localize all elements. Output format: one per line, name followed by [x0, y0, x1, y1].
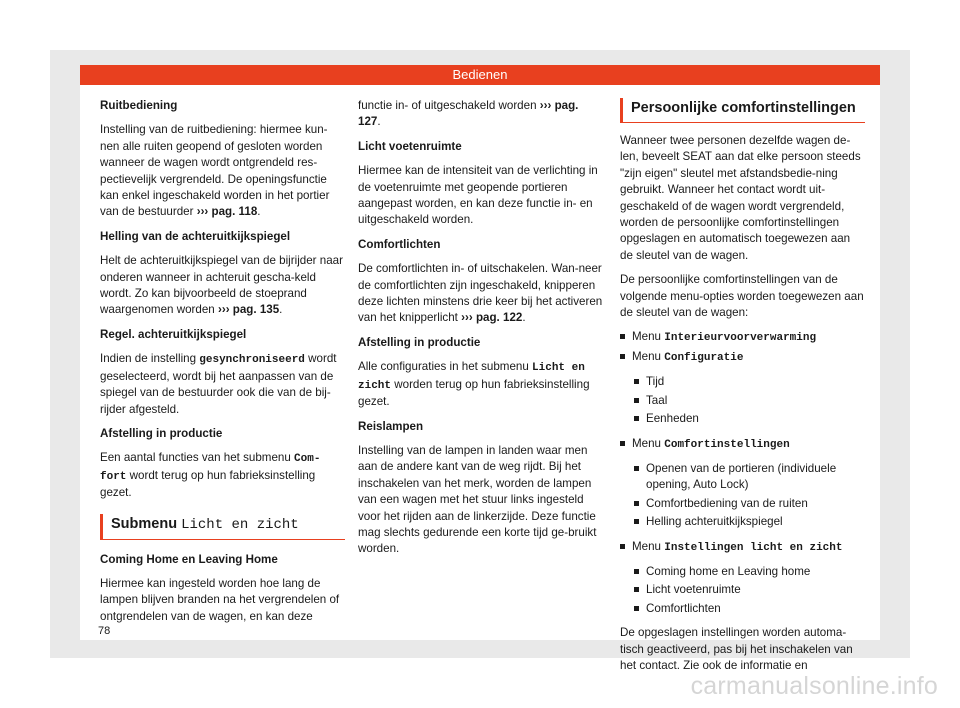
column-left: [100, 98, 345, 633]
list-item: Coming home en Leaving home: [634, 564, 865, 580]
section-title-submenu: Submenu Licht en zicht: [100, 514, 345, 540]
heading-reislampen: Reislampen: [358, 419, 424, 433]
list-item: Menu Instellingen licht en zicht: [620, 539, 865, 556]
page-header: Bedienen: [80, 65, 880, 85]
section-title-persoonlijke: Persoonlijke comfortinstellingen: [620, 98, 865, 123]
list-item: Licht voetenruimte: [634, 582, 865, 598]
submenu-list: [620, 461, 865, 531]
manual-page: [80, 65, 880, 672]
watermark: carmanualsonline.info: [690, 672, 938, 700]
list-item: Comfortbediening van de ruiten: [634, 496, 865, 512]
paragraph-comfortlichten: De comfortlichten in- of uitschakelen. Wan-neer de comfortlichten zijn ingeschakeld, knipperen deze lichten minstens drie keer bij het activeren van het knipperlicht ››› pag. 122.: [358, 262, 603, 325]
list-item: Tijd: [634, 374, 865, 390]
paragraph-coming-home: Hiermee kan ingesteld worden hoe lang de lampen blijven branden na het vergrendelen of ontgrendelen van de wagen, en kan deze: [100, 576, 340, 623]
list-item: Menu Comfortinstellingen: [620, 436, 865, 453]
heading-comfortlichten: Comfortlichten: [358, 237, 441, 251]
paragraph-afstelling-productie: Een aantal functies van het submenu Com-fort wordt terug op hun fabrieksinstelling gezet.: [100, 451, 321, 500]
submenu-list: [620, 564, 865, 617]
page-reference[interactable]: ››› pag. 135: [217, 303, 280, 317]
page-number: 78: [98, 625, 111, 637]
paragraph-licht-voetenruimte: Hiermee kan de intensiteit van de verlichting in de voetenruimte met geopende portieren aangepast worden, en kan deze functie in- en uitgeschakeld worden.: [358, 164, 598, 227]
list-item: Eenheden: [634, 411, 865, 427]
paragraph-ruitbediening: Instelling van de ruitbediening: hiermee kun-nen alle ruiten geopend of gesloten worden wanneer de wagen wordt ontgrendeld res-pectievelijk vergrendeld. De openingsfunctie kan enkel ingeschakeld worden in het portier van de bestuurder ››› pag. 118.: [100, 123, 330, 219]
heading-regel-spiegel: Regel. achteruitkijkspiegel: [100, 327, 247, 341]
menu-list: [620, 539, 865, 556]
page-reference[interactable]: ››› pag. 118: [196, 205, 258, 219]
paragraph-helling-spiegel: Helt de achteruitkijkspiegel van de bijrijder naar onderen wanneer in achteruit gescha-keld wordt. Zo kan bijvoorbeeld de stoeprand waargenomen worden ››› pag. 135.: [100, 254, 343, 317]
menu-code: Com-fort: [100, 453, 321, 483]
paragraph-continued: functie in- of uitgeschakeld worden ››› pag. 127.: [358, 99, 579, 129]
list-item: Menu Interieurvoorverwarming: [620, 329, 865, 346]
page-frame: [50, 50, 910, 672]
heading-afstelling-productie: Afstelling in productie: [100, 426, 223, 440]
menu-code: gesynchroniseerd: [199, 354, 305, 367]
heading-afstelling-productie-2: Afstelling in productie: [358, 335, 481, 349]
heading-ruitbediening: Ruitbediening: [100, 99, 178, 112]
list-item: Menu Configuratie: [620, 349, 865, 366]
page-reference[interactable]: ››› pag. 127: [358, 99, 579, 129]
column-middle: [358, 98, 603, 566]
list-item: Comfortlichten: [634, 601, 865, 617]
paragraph-intro: Wanneer twee personen dezelfde wagen de-len, beveelt SEAT aan dat elke persoon steeds "zijn eigen" sleutel met afstandsbedie-ning gebruikt. Wanneer het contact wordt uit-geschakeld of de wagen wordt vergrendeld, worden de persoonlijke comfortinstellingen opgeslagen en automatisch toegewezen aan de sleutel van de wagen.: [620, 134, 861, 262]
heading-licht-voetenruimte: Licht voetenruimte: [358, 139, 462, 153]
menu-code: Licht en zicht: [358, 362, 585, 392]
list-item: Helling achteruitkijkspiegel: [634, 514, 865, 530]
column-right: [620, 98, 865, 682]
heading-coming-home: Coming Home en Leaving Home: [100, 552, 278, 566]
paragraph-reislampen: Instelling van de lampen in landen waar men aan de andere kant van de weg rijdt. Bij het inschakelen van het merk, worden de lampen van een wagen met het stuur links ingesteld voor het rijden aan de linkerzijde. Deze functie mag slechts gedurende een korte tijd ge-bruikt worden.: [358, 443, 597, 556]
heading-helling-spiegel: Helling van de achteruitkijkspiegel: [100, 229, 291, 243]
submenu-list: [620, 374, 865, 427]
paragraph-regel-spiegel: Indien de instelling gesynchroniseerd wordt geselecteerd, wordt bij het aanpassen van de spiegel van de bestuurder ook die van de bij-rijder afgesteld.: [100, 352, 337, 416]
list-item: Openen van de portieren (individuele opening, Auto Lock): [634, 461, 865, 494]
paragraph-menu-options: De persoonlijke comfortinstellingen van de volgende menu-opties worden toegewezen aan de sleutel van de wagen:: [620, 273, 864, 320]
paragraph-closing: De opgeslagen instellingen worden automa-tisch geactiveerd, pas bij het inschakelen van het contact. Zie ook de informatie en: [620, 626, 853, 672]
menu-list: [620, 329, 865, 366]
paragraph-afstelling-productie-2: Alle configuraties in het submenu Licht en zicht worden terug op hun fabrieksinstelling gezet.: [358, 360, 590, 409]
menu-list: [620, 436, 865, 453]
list-item: Taal: [634, 393, 865, 409]
page-reference[interactable]: ››› pag. 122: [461, 311, 523, 325]
